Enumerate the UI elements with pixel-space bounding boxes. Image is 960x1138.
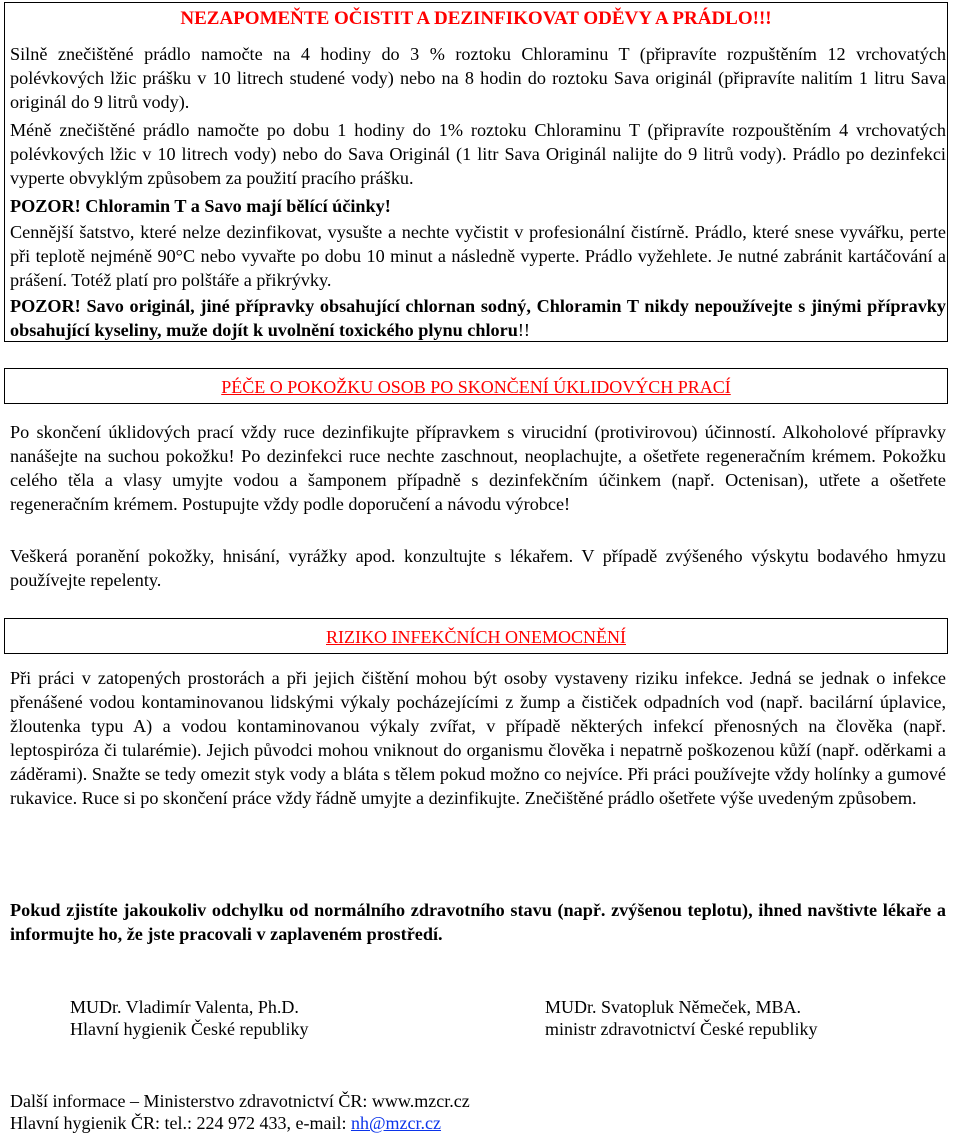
infection-paragraph: Při práci v zatopených prostorách a při jejich čištění mohou být osoby vystaveny riziku infekce. Jedná se jednak o infekce přenášené vodou kontaminovanou lidskými výkaly pocházejícími z žump a čističek odpadních vod (např. bacilární úplavice, žloutenka typu A) a vodou kontaminovanou výkaly zvířat, v případě některých infekcí přenosných na člověka (např. leptospiróza či tularémie). Jejich původci mohou vniknout do organismu člověka i nepatrně poškozenou kůží (např. oděrkami a záděrami). Snažte se tedy omezit styk vody a bláta s tělem pokud možno co nejvíce. Při práci používejte vždy holínky a gumové rukavice. Ruce si po skončení práce vždy řádně umyjte a dezinfikujte. Znečištěné prádlo ošetřete výše uvedeným způsobem.: [10, 668, 946, 808]
bleach-warning: POZOR! Chloramin T a Savo mají bělící účinky!: [10, 196, 391, 216]
laundry-light-paragraph: Méně znečištěné prádlo namočte po dobu 1 hodiny do 1% roztoku Chloraminu T (připravíte rozpouštěním 4 vrchovatých polévkových lžic v 10 litrech vody) nebo do Sava Originál (1 litr Sava Originál nalijte do 9 litrů vody). Prádlo po dezinfekci vyperte obvyklým způsobem za použití pracího prášku.: [10, 120, 946, 188]
footer-contact-line: [10, 1112, 470, 1134]
chlorine-warning-end: !!: [517, 320, 530, 340]
email-link[interactable]: nh@mzcr.cz: [350, 1113, 442, 1133]
chlorine-warning-text: Savo originál, jiné přípravky obsahující chlornan sodný, Chloramin T nikdy nepoužívejte s jinými přípravky obsahující kyseliny, muže dojít k uvolnění toxického plynu chloru: [10, 296, 947, 340]
health-notice: Pokud zjistíte jakoukoliv odchylku od normálního zdravotního stavu (např. zvýšenou teplotu), ihned navštivte lékaře a informujte ho, že jste pracovali v zaplaveném prostředí.: [10, 900, 946, 944]
signature-left-role: Hlavní hygienik České republiky: [70, 1019, 309, 1039]
signature-left-name: MUDr. Vladimír Valenta, Ph.D.: [70, 997, 299, 1017]
section-skincare-title: PÉČE O POKOŽKU OSOB PO SKONČENÍ ÚKLIDOVÝCH PRACÍ: [221, 377, 731, 397]
clothes-care-paragraph: Cennější šatstvo, které nelze dezinfikovat, vysušte a nechte vyčistit v profesionální čistírně. Prádlo, které snese vyvářku, perte při teplotě nejméně 90°C nebo vyvařte po dobu 10 minut a následně vyperte. Prádlo vyžehlete. Je nutné zabránit kartáčování a prášení. Totéž platí pro polštáře a přikrývky.: [10, 222, 946, 290]
signature-left: [70, 996, 308, 1040]
footer-contact-text: Hlavní hygienik ČR: tel.: 224 972 433, e-mail:: [10, 1113, 351, 1133]
footer-info-line: Další informace – Ministerstvo zdravotnictví ČR: www.mzcr.cz: [10, 1091, 470, 1111]
signature-right: [545, 996, 817, 1040]
signature-right-name: MUDr. Svatopluk Němeček, MBA.: [545, 997, 801, 1017]
chlorine-warning: [10, 294, 946, 342]
injury-paragraph: Veškerá poranění pokožky, hnisání, vyrážky apod. konzultujte s lékařem. V případě zvýšeného výskytu bodavého hmyzu používejte repelenty.: [10, 546, 946, 590]
laundry-heavy-paragraph: Silně znečištěné prádlo namočte na 4 hodiny do 3 % roztoku Chloraminu T (připravíte rozpuštěním 12 vrchovatých polévkových lžic prášku v 10 litrech studené vody) nebo na 8 hodin do roztoku Sava originál (připravíte nalitím 1 litru Sava originál do 9 litrů vody).: [10, 44, 946, 112]
chlorine-warning-label: POZOR!: [10, 296, 81, 316]
section-disinfect-title: NEZAPOMEŇTE OČISTIT A DEZINFIKOVAT ODĚVY A PRÁDLO!!!: [180, 8, 772, 29]
signature-right-role: ministr zdravotnictví České republiky: [545, 1019, 818, 1039]
section-infection-title: RIZIKO INFEKČNÍCH ONEMOCNĚNÍ: [326, 627, 626, 647]
footer: [10, 1090, 470, 1134]
skincare-paragraph: Po skončení úklidových prací vždy ruce dezinfikujte přípravkem s virucidní (protivirovou) účinností. Alkoholové přípravky nanášejte na suchou pokožku! Po dezinfekci ruce nechte zaschnout, neoplachujte, a ošetřete regeneračním krémem. Pokožku celého těla a vlasy umyjte vodou a šamponem případně s dezinfekčním účinkem (např. Octenisan), utřete a ošetřete regeneračním krémem. Postupujte vždy podle doporučení a návodu výrobce!: [10, 422, 946, 514]
